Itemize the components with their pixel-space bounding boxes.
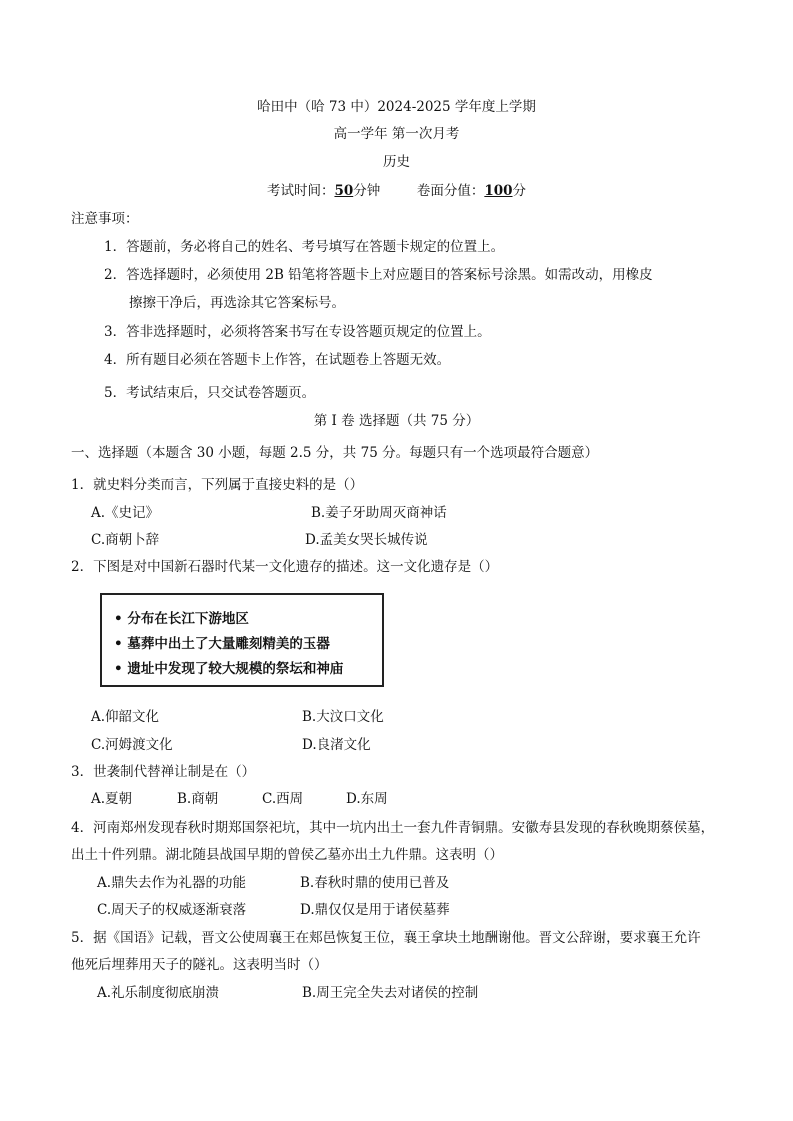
option-a: A.鼎失去作为礼器的功能 xyxy=(97,875,247,891)
score-unit: 分 xyxy=(512,183,527,199)
option-b: B.姜子牙助周灭商神话 xyxy=(311,505,447,521)
option-a: A.夏朝 xyxy=(91,791,133,807)
exam-title: 哈田中（哈 73 中）2024-2025 学年度上学期 xyxy=(257,99,536,115)
question-stem: 1．就史料分类而言，下列属于直接史料的是（） xyxy=(71,477,364,493)
question-stem: 4．河南郑州发现春秋时期郑国祭祀坑，其中一坑内出土一套九件青铜鼎。安徽寿县发现的春秋晚期蔡侯墓， xyxy=(71,820,715,836)
option-d: D.孟美女哭长城传说 xyxy=(305,532,428,548)
exam-info xyxy=(0,181,793,201)
option-d: D.鼎仅仅是用于诸侯墓葬 xyxy=(300,902,450,918)
question-stem: 2．下图是对中国新石器时代某一文化遗存的描述。这一文化遗存是（） xyxy=(71,559,499,575)
score-value: 100 xyxy=(484,183,513,199)
question-stem-cont: 他死后埋葬用天子的隧礼。这表明当时（） xyxy=(71,957,328,973)
option-b: B.大汶口文化 xyxy=(302,709,384,725)
time-unit: 分钟 xyxy=(353,183,381,199)
option-c: C.西周 xyxy=(262,791,304,807)
note-item: 3．答非选择题时，必须将答案书写在专设答题页规定的位置上。 xyxy=(104,324,491,340)
option-b: B.春秋时鼎的使用已普及 xyxy=(300,875,450,891)
note-item: 擦擦干净后，再选涂其它答案标号。 xyxy=(129,295,345,311)
question-stem: 5．据《国语》记载，晋文公使周襄王在郏邑恢复王位，襄王拿块土地酬谢他。晋文公辞谢，要求襄王允许 xyxy=(71,930,701,946)
option-b: B.周王完全失去对诸侯的控制 xyxy=(302,985,479,1001)
section-instruction: 一、选择题（本题含 30 小题，每题 2.5 分，共 75 分。每题只有一个选项最符合题意） xyxy=(71,445,599,461)
option-d: D.良渚文化 xyxy=(302,737,371,753)
box-line: • 墓葬中出土了大量雕刻精美的玉器 xyxy=(114,636,330,652)
score-label: 卷面分值： xyxy=(416,183,485,199)
question-stem: 3．世袭制代替禅让制是在（） xyxy=(71,764,256,780)
question-stem-cont: 出土十件列鼎。湖北随县战国早期的曾侯乙墓亦出土九件鼎。这表明（） xyxy=(71,847,503,863)
option-c: C.商朝卜辞 xyxy=(91,532,160,548)
note-item: 2．答选择题时，必须使用 2B 铅笔将答题卡上对应题目的答案标号涂黑。如需改动，用橡皮 xyxy=(104,267,653,283)
option-c: C.周天子的权威逐渐衰落 xyxy=(97,902,247,918)
option-a: A.礼乐制度彻底崩溃 xyxy=(97,985,220,1001)
time-value: 50 xyxy=(334,183,354,199)
culture-description-box xyxy=(100,593,384,687)
option-a: A.仰韶文化 xyxy=(91,709,160,725)
section-title: 第 I 卷 选择题（共 75 分） xyxy=(313,413,480,429)
note-item: 4．所有题目必须在答题卡上作答，在试题卷上答题无效。 xyxy=(104,352,451,368)
exam-subtitle: 高一学年 第一次月考 xyxy=(333,126,460,142)
option-b: B.商朝 xyxy=(177,791,219,807)
note-item: 5．考试结束后，只交试卷答题页。 xyxy=(104,385,316,401)
option-c: C.河姆渡文化 xyxy=(91,737,173,753)
note-item: 1．答题前，务必将自己的姓名、考号填写在答题卡规定的位置上。 xyxy=(104,239,505,255)
notes-heading: 注意事项： xyxy=(71,211,139,227)
time-label: 考试时间： xyxy=(266,183,335,199)
box-line: • 遗址中发现了较大规模的祭坛和神庙 xyxy=(114,661,344,677)
exam-subject: 历史 xyxy=(383,154,410,170)
option-d: D.东周 xyxy=(346,791,388,807)
option-a: A.《史记》 xyxy=(91,505,160,521)
box-line: • 分布在长江下游地区 xyxy=(114,611,249,627)
